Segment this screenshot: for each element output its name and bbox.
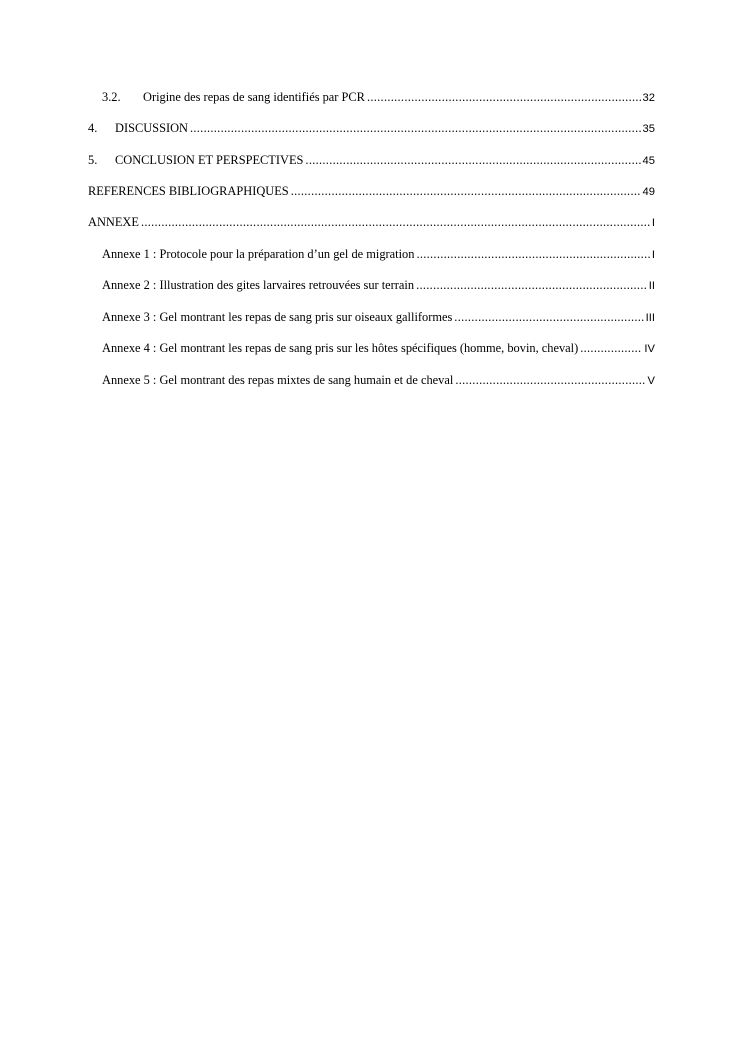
toc-entry-page: I	[651, 217, 655, 229]
toc-dot-leader	[190, 120, 641, 136]
toc-entry-title: Origine des repas de sang identifiés par PCR	[143, 90, 365, 104]
toc-entry-page: IV	[644, 343, 655, 355]
toc-entry-annexe[interactable]	[88, 214, 655, 230]
toc-entry-page: 45	[642, 155, 655, 167]
toc-dot-leader	[141, 214, 650, 230]
toc-entry-page: II	[648, 280, 655, 292]
toc-entry-title: DISCUSSION	[115, 121, 188, 135]
toc-dot-leader	[416, 277, 647, 293]
toc-entry-title: REFERENCES BIBLIOGRAPHIQUES	[88, 184, 289, 198]
toc-entry-conclusion[interactable]	[88, 152, 655, 168]
toc-entry-annexe-4[interactable]	[102, 340, 655, 356]
toc-entry-number: 3.2.	[102, 90, 121, 104]
toc-entry-annexe-3[interactable]	[102, 309, 655, 325]
toc-dot-leader	[580, 340, 642, 356]
toc-entry-title: Annexe 1 : Protocole pour la préparation d’un gel de migration	[102, 247, 415, 261]
toc-entry-page: 35	[642, 123, 655, 135]
toc-entry-page: III	[645, 312, 655, 324]
toc-dot-leader	[416, 246, 649, 262]
toc-entry-page: I	[651, 249, 655, 261]
toc-entry-title: Annexe 4 : Gel montrant les repas de sang pris sur les hôtes spécifiques (homme, bovin, cheval)	[102, 341, 579, 355]
toc-entry-page: 49	[642, 186, 655, 198]
toc-entry-title: Annexe 3 : Gel montrant les repas de sang pris sur oiseaux galliformes	[102, 310, 453, 324]
toc-dot-leader	[305, 152, 640, 168]
toc-entry-page: 32	[642, 92, 655, 104]
toc-entry-references[interactable]	[88, 183, 655, 199]
toc-entry-title: Annexe 2 : Illustration des gites larvaires retrouvées sur terrain	[102, 278, 415, 292]
toc-entry-discussion[interactable]	[88, 120, 655, 136]
toc-entry-page: V	[647, 375, 655, 387]
toc-entry-annexe-5[interactable]	[102, 372, 655, 388]
toc-dot-leader	[454, 309, 643, 325]
toc-entry-annexe-2[interactable]	[102, 277, 655, 293]
toc-entry-3-2[interactable]	[102, 89, 655, 105]
toc-dot-leader	[367, 89, 641, 105]
toc-entry-title: CONCLUSION ET PERSPECTIVES	[115, 153, 304, 167]
toc-dot-leader	[455, 372, 645, 388]
toc-entry-number: 4.	[88, 121, 98, 135]
toc-entry-title: ANNEXE	[88, 215, 139, 229]
toc-entry-annexe-1[interactable]	[102, 246, 655, 262]
toc-dot-leader	[291, 183, 641, 199]
toc-entry-number: 5.	[88, 153, 98, 167]
toc-entry-title: Annexe 5 : Gel montrant des repas mixtes de sang humain et de cheval	[102, 373, 454, 387]
